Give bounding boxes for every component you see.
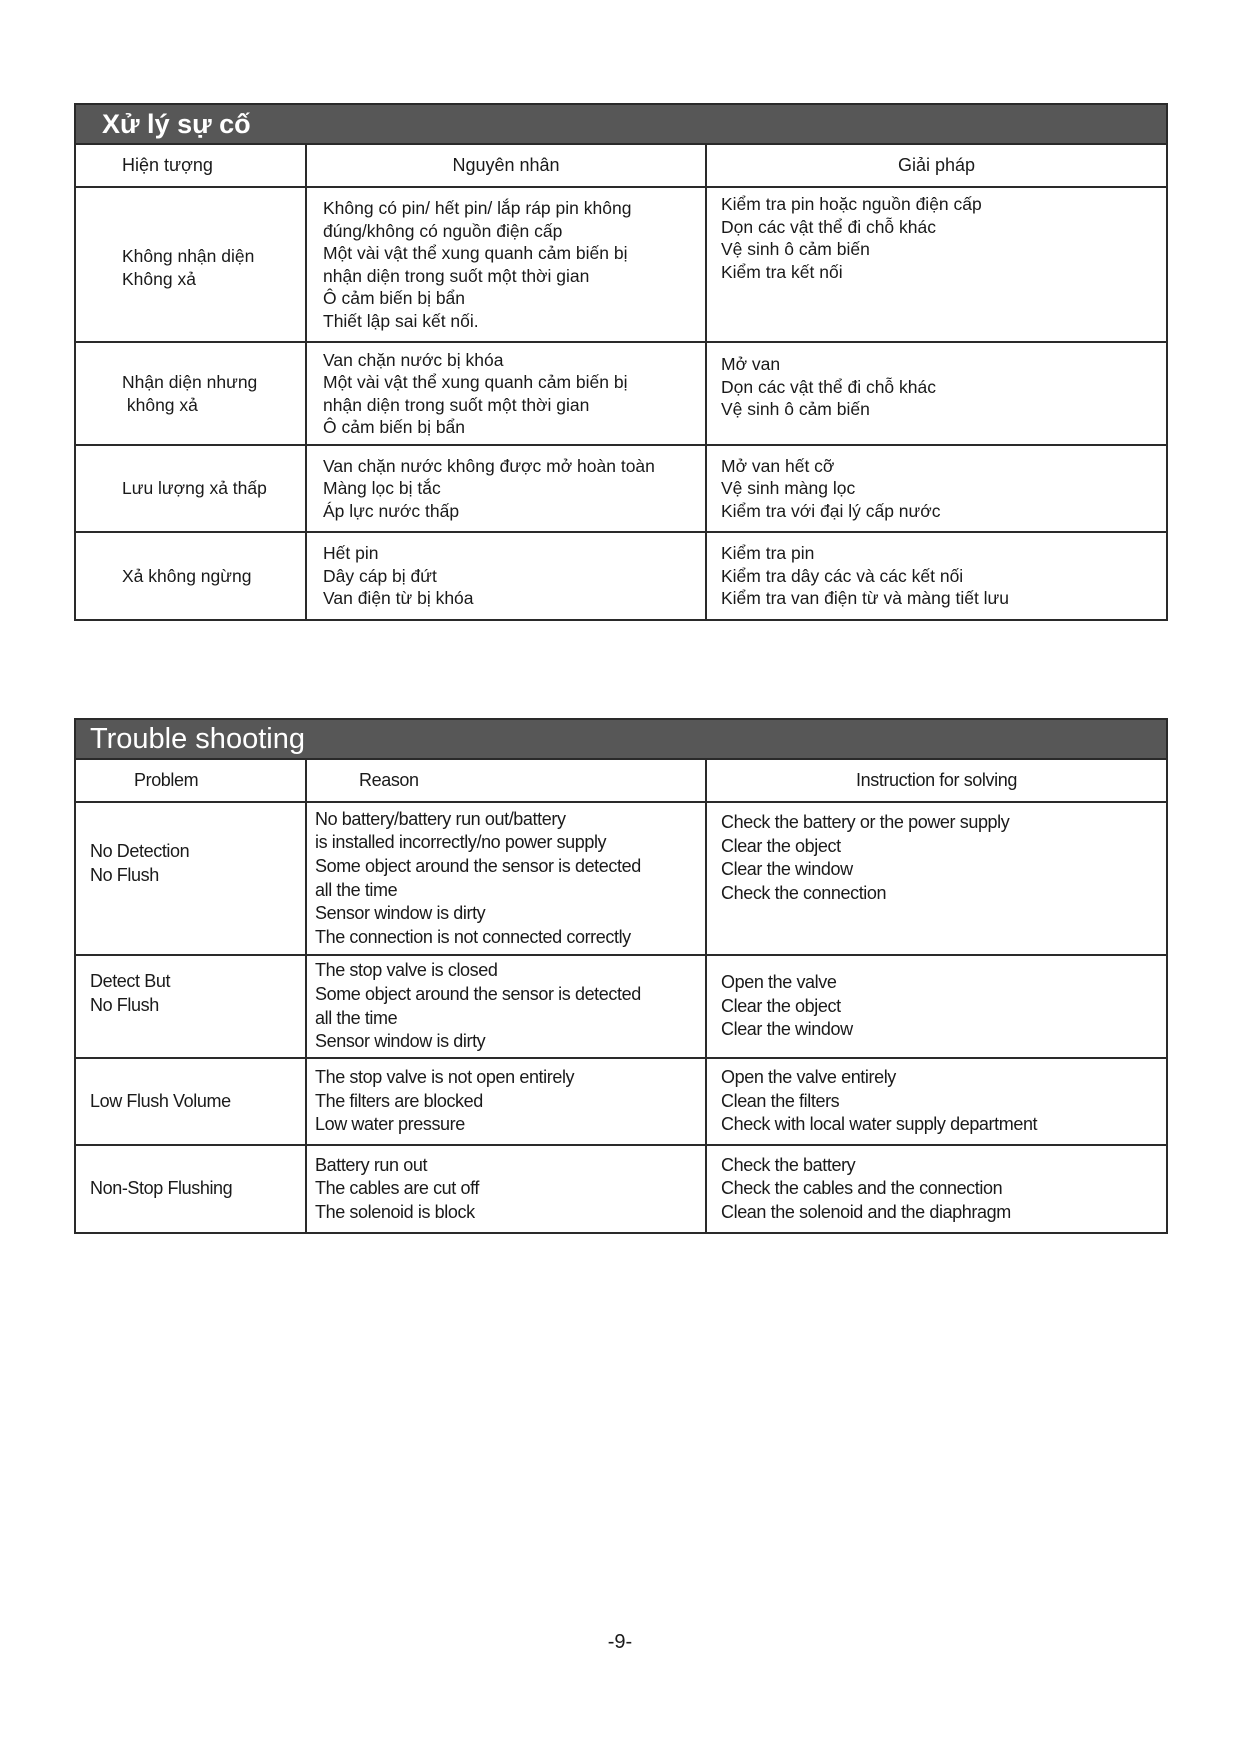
problem-line: Nhận diện nhưng — [122, 372, 258, 392]
reason-line: Hết pin — [323, 543, 379, 564]
problem-cell — [76, 1146, 305, 1232]
solution-line: Check the connection — [721, 882, 887, 903]
reason-line: The connection is not connected correctly — [315, 926, 631, 947]
reason-line: nhận diện trong suốt một thời gian — [323, 394, 590, 415]
solution-line: Vệ sinh ô cảm biến — [721, 239, 870, 259]
reason-line: Battery run out — [315, 1154, 428, 1175]
reason-line: Sensor window is dirty — [315, 903, 486, 924]
reason-line: Some object around the sensor is detected — [315, 855, 641, 876]
reason-line: Some object around the sensor is detected — [315, 983, 641, 1004]
solution-cell — [705, 1059, 1166, 1144]
reason-line: Dây cáp bị đứt — [323, 565, 437, 586]
solution-line: Kiểm tra dây các và các kết nối — [721, 565, 964, 586]
solution-line: Check the cables and the connection — [721, 1178, 1003, 1199]
header-instruction: Instruction for solving — [705, 760, 1166, 801]
problem-line: Non-Stop Flushing — [90, 1178, 233, 1199]
solution-line: Clear the object — [721, 995, 841, 1016]
table-title: Trouble shooting — [90, 722, 305, 755]
table-row — [76, 188, 1166, 343]
solution-line: Vệ sinh ô cảm biến — [721, 399, 870, 419]
problem-line: Không xả — [122, 268, 196, 289]
problem-line: No Flush — [90, 994, 159, 1015]
solution-cell — [705, 343, 1166, 444]
problem-cell — [76, 446, 305, 531]
header-problem: Problem — [134, 769, 199, 790]
reason-cell — [305, 1059, 705, 1144]
table-row — [76, 533, 1166, 619]
table-row — [76, 343, 1166, 446]
reason-line: The solenoid is block — [315, 1201, 475, 1222]
reason-line: Ô cảm biến bị bẩn — [323, 417, 466, 437]
table-title-bar — [76, 105, 1166, 145]
reason-cell — [305, 188, 705, 341]
solution-line: Kiểm tra van điện từ và màng tiết lưu — [721, 588, 1010, 609]
solution-line: Clear the window — [721, 859, 853, 880]
solution-cell — [705, 956, 1166, 1057]
solution-cell — [705, 446, 1166, 531]
problem-line: No Detection — [90, 841, 190, 861]
problem-line: No Flush — [90, 864, 159, 885]
table-title: Xử lý sự cố — [102, 108, 251, 139]
reason-line: Van chặn nước không được mở hoàn toàn — [323, 455, 655, 476]
solution-line: Dọn các vật thể đi chỗ khác — [721, 216, 936, 237]
solution-line: Dọn các vật thể đi chỗ khác — [721, 376, 936, 397]
solution-line: Clean the solenoid and the diaphragm — [721, 1201, 1011, 1222]
reason-cell — [305, 803, 705, 954]
solution-line: Clear the window — [721, 1019, 853, 1040]
problem-cell — [76, 533, 305, 619]
reason-cell — [305, 1146, 705, 1232]
problem-line: Detect But — [90, 971, 171, 991]
reason-line: đúng/không có nguồn điện cấp — [323, 220, 563, 241]
solution-line: Mở van hết cỡ — [721, 455, 835, 476]
reason-cell — [305, 956, 705, 1057]
reason-line: Một vài vật thể xung quanh cảm biến bị — [323, 372, 628, 392]
reason-line: Màng lọc bị tắc — [323, 478, 441, 499]
reason-line: Sensor window is dirty — [315, 1031, 486, 1052]
problem-line: Xả không ngừng — [122, 565, 252, 586]
header-reason: Reason — [305, 760, 705, 801]
problem-cell — [76, 956, 305, 1057]
reason-cell — [305, 533, 705, 619]
problem-line: Lưu lượng xả thấp — [122, 478, 267, 499]
solution-line: Clear the object — [721, 835, 841, 856]
reason-line: Thiết lập sai kết nối. — [323, 310, 479, 331]
solution-line: Open the valve entirely — [721, 1067, 896, 1088]
reason-line: all the time — [315, 879, 398, 900]
reason-cell — [305, 446, 705, 531]
table-row — [76, 1146, 1166, 1232]
reason-line: Một vài vật thể xung quanh cảm biến bị — [323, 243, 628, 263]
solution-line: Kiểm tra với đại lý cấp nước — [721, 500, 941, 521]
solution-cell — [705, 803, 1166, 954]
reason-line: Van chặn nước bị khóa — [323, 349, 504, 370]
reason-line: nhận diện trong suốt một thời gian — [323, 265, 590, 286]
page-number: -9- — [607, 1631, 633, 1653]
problem-line: Low Flush Volume — [90, 1090, 231, 1111]
reason-line: Low water pressure — [315, 1114, 465, 1135]
reason-line: No battery/battery run out/battery — [315, 808, 566, 829]
solution-cell — [705, 1146, 1166, 1232]
troubleshooting-table-vietnamese — [74, 103, 1168, 621]
header-symptom: Hiện tượng — [122, 155, 213, 176]
table-row — [76, 446, 1166, 533]
problem-cell — [76, 1059, 305, 1144]
solution-line: Mở van — [721, 354, 781, 374]
reason-line: Không có pin/ hết pin/ lắp ráp pin không — [323, 198, 632, 218]
problem-cell — [76, 343, 305, 444]
reason-line: is installed incorrectly/no power supply — [315, 832, 607, 853]
problem-cell — [76, 803, 305, 954]
reason-line: Áp lực nước thấp — [323, 500, 460, 521]
solution-line: Clean the filters — [721, 1090, 840, 1111]
solution-line: Vệ sinh màng lọc — [721, 478, 856, 499]
reason-line: The stop valve is not open entirely — [315, 1067, 575, 1088]
header-cause: Nguyên nhân — [305, 145, 705, 186]
reason-line: The cables are cut off — [315, 1178, 479, 1199]
reason-line: The stop valve is closed — [315, 960, 498, 981]
table-row — [76, 803, 1166, 956]
solution-line: Check with local water supply department — [721, 1114, 1038, 1135]
solution-cell — [705, 533, 1166, 619]
table-row — [76, 956, 1166, 1059]
solution-line: Open the valve — [721, 972, 837, 993]
solution-cell — [705, 188, 1166, 341]
solution-line: Check the battery or the power supply — [721, 812, 1010, 832]
table-header-row — [76, 145, 1166, 188]
troubleshooting-table-english — [74, 718, 1168, 1234]
reason-line: all the time — [315, 1007, 398, 1028]
solution-line: Kiểm tra pin — [721, 543, 815, 564]
problem-line: không xả — [122, 394, 198, 415]
reason-line: Van điện từ bị khóa — [323, 588, 474, 609]
solution-line: Kiểm tra pin hoặc nguồn điện cấp — [721, 194, 982, 214]
table-header-row — [76, 760, 1166, 803]
problem-line: Không nhận diện — [122, 246, 255, 266]
table-title-bar — [76, 720, 1166, 760]
reason-cell — [305, 343, 705, 444]
solution-line: Kiểm tra kết nối — [721, 261, 843, 282]
solution-line: Check the battery — [721, 1154, 856, 1175]
table-row — [76, 1059, 1166, 1146]
reason-line: The filters are blocked — [315, 1090, 483, 1111]
problem-cell — [76, 188, 305, 341]
reason-line: Ô cảm biến bị bẩn — [323, 288, 466, 308]
header-solution: Giải pháp — [705, 145, 1166, 186]
